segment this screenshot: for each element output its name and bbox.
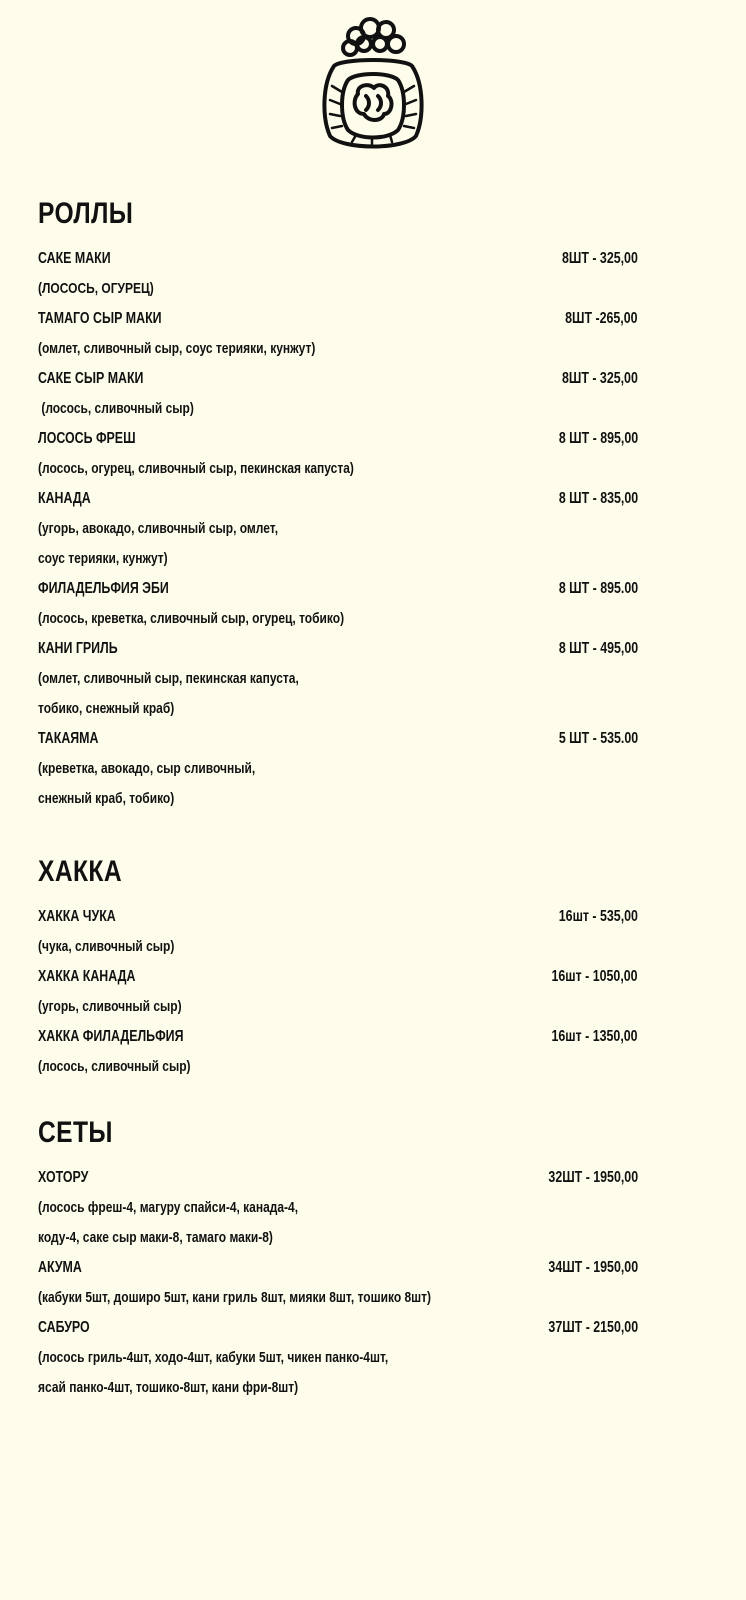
sushi-roll-logo bbox=[312, 14, 434, 156]
menu-item-description bbox=[38, 694, 638, 724]
menu-item-name: ХАККА КАНАДА bbox=[38, 968, 136, 985]
menu-item-description-text: (чука, сливочный сыр) bbox=[38, 938, 175, 955]
menu-item-name: КАНИ ГРИЛЬ bbox=[38, 640, 118, 657]
menu-item-name: ХАККА ФИЛАДЕЛЬФИЯ bbox=[38, 1028, 184, 1045]
menu-item-description-text: (угорь, авокадо, сливочный сыр, омлет, bbox=[38, 520, 279, 537]
menu-item-name: ХАККА ЧУКА bbox=[38, 908, 116, 925]
menu-item-name: САКЕ СЫР МАКИ bbox=[38, 370, 144, 387]
menu-item-description bbox=[38, 334, 638, 364]
menu-item-price: 5 ШТ - 535.00 bbox=[558, 730, 638, 747]
menu-item-description-text: (угорь, сливочный сыр) bbox=[38, 998, 182, 1015]
menu-item-description bbox=[38, 514, 638, 544]
menu-item-description bbox=[38, 932, 638, 962]
menu-list bbox=[38, 244, 638, 814]
menu-item bbox=[38, 484, 638, 514]
menu-item-price: 8ШТ - 325,00 bbox=[562, 370, 638, 387]
section-sets bbox=[38, 1115, 638, 1403]
menu-item bbox=[38, 1022, 638, 1052]
menu-item-price: 8 ШТ - 835,00 bbox=[558, 490, 638, 507]
sushi-roll-icon bbox=[312, 14, 434, 156]
menu-item bbox=[38, 634, 638, 664]
menu-item-description-text: (кабуки 5шт, доширо 5шт, кани гриль 8шт, мияки 8шт, тошико 8шт) bbox=[38, 1289, 432, 1306]
menu-item bbox=[38, 1163, 638, 1193]
menu-item-name: ТАМАГО СЫР МАКИ bbox=[38, 310, 162, 327]
menu-item bbox=[38, 724, 638, 754]
menu-item-price: 16шт - 1350,00 bbox=[551, 1028, 638, 1045]
menu-item-description bbox=[38, 664, 638, 694]
menu-item-name: САКЕ МАКИ bbox=[38, 250, 111, 267]
menu-item-price: 37ШТ - 2150,00 bbox=[548, 1319, 638, 1336]
menu-item-price: 16шт - 1050,00 bbox=[551, 968, 638, 985]
menu-item bbox=[38, 574, 638, 604]
menu-list bbox=[38, 902, 638, 1082]
menu-item-description-text: тобико, снежный краб) bbox=[38, 700, 175, 717]
menu-item-description bbox=[38, 1343, 638, 1373]
menu-item-price: 34ШТ - 1950,00 bbox=[548, 1259, 638, 1276]
section-title: РОЛЛЫ bbox=[38, 197, 134, 230]
menu-item-description bbox=[38, 274, 638, 304]
menu-item-description-text: (креветка, авокадо, сыр сливочный, bbox=[38, 760, 256, 777]
menu-item-description bbox=[38, 1052, 638, 1082]
menu-item-name: ТАКАЯМА bbox=[38, 730, 99, 747]
menu-item-price: 8 ШТ - 895.00 bbox=[558, 580, 638, 597]
menu-item-name: ФИЛАДЕЛЬФИЯ ЭБИ bbox=[38, 580, 169, 597]
menu-item-name: КАНАДА bbox=[38, 490, 91, 507]
menu-item-price: 8ШТ -265,00 bbox=[565, 310, 638, 327]
menu-item bbox=[38, 962, 638, 992]
menu-item-description-text: (лосось, огурец, сливочный сыр, пекинская капуста) bbox=[38, 460, 354, 477]
menu-item-name: САБУРО bbox=[38, 1319, 90, 1336]
section-rolls bbox=[38, 196, 638, 814]
menu-item-price: 8 ШТ - 495,00 bbox=[558, 640, 638, 657]
menu-item-description-text: (лосось гриль-4шт, ходо-4шт, кабуки 5шт, чикен панко-4шт, bbox=[38, 1349, 389, 1366]
menu-list bbox=[38, 1163, 638, 1403]
section-title: СЕТЫ bbox=[38, 1116, 113, 1149]
section-hakka bbox=[38, 854, 638, 1082]
menu-item-description-text: (лосось, сливочный сыр) bbox=[38, 1058, 191, 1075]
menu-item-description bbox=[38, 544, 638, 574]
menu-item-description-text: (лосось, сливочный сыр) bbox=[38, 400, 194, 417]
menu-item-description bbox=[38, 1193, 638, 1223]
menu-item-description-text: коду-4, саке сыр маки-8, тамаго маки-8) bbox=[38, 1229, 273, 1246]
menu-item-price: 8ШТ - 325,00 bbox=[562, 250, 638, 267]
menu-item-description bbox=[38, 1373, 638, 1403]
menu-item-description bbox=[38, 1223, 638, 1253]
menu-item-description bbox=[38, 1283, 638, 1313]
section-title: ХАККА bbox=[38, 855, 123, 888]
menu-item bbox=[38, 244, 638, 274]
menu-item-description bbox=[38, 454, 638, 484]
menu-item-description-text: (омлет, сливочный сыр, пекинская капуста, bbox=[38, 670, 299, 687]
menu-item bbox=[38, 902, 638, 932]
menu-item-description-text: (омлет, сливочный сыр, соус терияки, кунжут) bbox=[38, 340, 316, 357]
menu-item-description bbox=[38, 992, 638, 1022]
menu-item-description-text: (ЛОСОСЬ, ОГУРЕЦ) bbox=[38, 280, 154, 297]
menu-item-price: 8 ШТ - 895,00 bbox=[558, 430, 638, 447]
menu-item-description bbox=[38, 604, 638, 634]
menu-item-description bbox=[38, 754, 638, 784]
menu-item-description-text: соус терияки, кунжут) bbox=[38, 550, 168, 567]
menu-item-description-text: (лосось, креветка, сливочный сыр, огурец, тобико) bbox=[38, 610, 345, 627]
menu-item-description bbox=[38, 784, 638, 814]
menu-item-name: АКУМА bbox=[38, 1259, 82, 1276]
menu-item-description-text: снежный краб, тобико) bbox=[38, 790, 175, 807]
menu-item-price: 32ШТ - 1950,00 bbox=[548, 1169, 638, 1186]
menu-item-description-text: ясай панко-4шт, тошико-8шт, кани фри-8шт) bbox=[38, 1379, 299, 1396]
menu-item bbox=[38, 424, 638, 454]
menu-item-price: 16шт - 535,00 bbox=[558, 908, 638, 925]
menu-item bbox=[38, 364, 638, 394]
menu-item-name: ХОТОРУ bbox=[38, 1169, 89, 1186]
menu-item bbox=[38, 304, 638, 334]
menu-item bbox=[38, 1253, 638, 1283]
menu-item bbox=[38, 1313, 638, 1343]
menu-item-name: ЛОСОСЬ ФРЕШ bbox=[38, 430, 136, 447]
menu-item-description bbox=[38, 394, 638, 424]
menu-item-description-text: (лосось фреш-4, магуру спайси-4, канада-4, bbox=[38, 1199, 299, 1216]
